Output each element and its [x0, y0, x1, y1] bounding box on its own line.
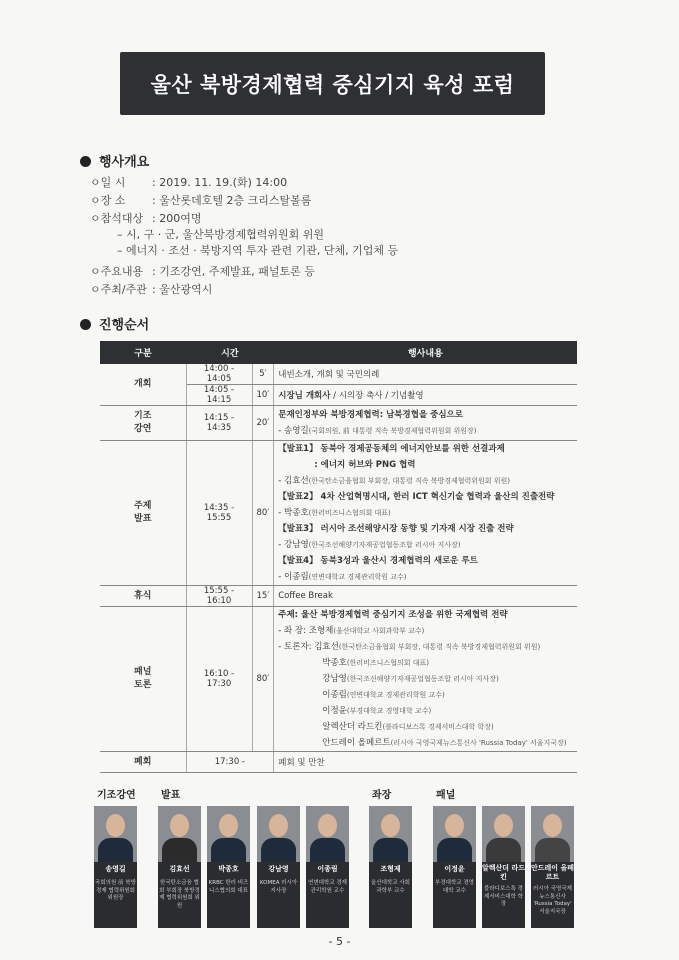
row-label-presentations: 주제 발표: [100, 441, 186, 586]
table-row: 폐회 17:30 - 폐회 및 만찬: [100, 752, 577, 773]
panel-group-label: 패널: [436, 790, 456, 801]
overview-date: ㅇ일 시 : 2019. 11. 19.(화) 14:00: [90, 176, 288, 189]
keynote-group-label: 기조강연: [97, 790, 136, 801]
chair-group-label: 좌장: [372, 790, 392, 801]
header-content: 행사내용: [274, 341, 577, 364]
table-row: 주제 발표 14:35 - 15:55 80′ 【발표1】 동북아 경제공동체의 에너지안보를 위한 선결과제 : 에너지 허브와 PNG 협력 - 김효선(한국탄소금융협회 부회장, 대통령 직속 북방경제협력위원회 위원) 【발표2】 4차 산업혁명시대, 한러 ICT 혁신기술 협력과 울산의 진출전략 - 박종호(한러비즈니스협의회 대표) 【발표3】 러시아 조선해양시장 동향 및 기자재 시장 진출 전략 - 강남영(한국조선해양기자재공업협동조합 러시아 지사장) 【발표4】 동북3성과 울산시 경제협력의 새로운 루트 - 이종림(연변대학교 경제관리학원 교수): [100, 441, 577, 586]
bullet-icon: [80, 319, 91, 330]
header-time: 시간: [186, 341, 274, 364]
header-category: 구분: [100, 341, 186, 364]
page-title: 울산 북방경제협력 중심기지 육성 포럼: [150, 73, 515, 97]
schedule-heading: 진행순서: [80, 314, 149, 333]
speaker-card: 이종림 연변대학교 경제관리학원 교수: [306, 806, 349, 928]
speaker-photo: [306, 806, 349, 862]
speaker-photo: [369, 806, 412, 862]
overview-place: ㅇ장 소 : 울산롯데호텔 2층 크리스탈볼룸: [90, 194, 312, 207]
table-row: 기조 강연 14:15 - 14:35 20′ 문재인정부와 북방경제협력: 남북경협을 중심으로 - 송영길(국회의원, 前 대통령 직속 북방경제협력위원회 위원장): [100, 406, 577, 441]
speaker-photo: [257, 806, 300, 862]
speaker-photo: [94, 806, 137, 862]
overview-content: ㅇ주요내용 : 기조강연, 주제발표, 패널토론 등: [90, 265, 315, 278]
overview-attendees-sub2: – 에너지 · 조선 · 북방지역 투자 관련 기관, 단체, 기업체 등: [117, 244, 399, 257]
row-label-keynote: 기조 강연: [100, 406, 186, 441]
speaker-photo: [482, 806, 525, 862]
speaker-card: 강남영 KOMEA 러시아 지사장: [257, 806, 300, 928]
speaker-card: 박종호 KRBC 한러 비즈니스협의회 대표: [207, 806, 250, 928]
speaker-photo: [433, 806, 476, 862]
overview-host: ㅇ주최/주관 : 울산광역시: [90, 283, 213, 296]
row-label-opening: 개회: [100, 364, 186, 406]
speaker-card: 알렉산더 라드킨 블라디보스톡 경제서비스대학 학장: [482, 806, 525, 928]
speaker-card: 김효선 한국탄소금융 협회 부회장 북방경제 협력위원회 위원: [158, 806, 201, 928]
speaker-card: 안드레이 올페르트 러시아 국영국제 뉴스통신사 'Russia Today' 서울지국장: [531, 806, 574, 928]
table-row: 개회 14:00 - 14:05 5′ 내빈소개, 개회 및 국민의례: [100, 364, 577, 385]
row-label-break: 휴식: [100, 586, 186, 607]
title-banner: [120, 52, 545, 115]
bullet-icon: [80, 156, 91, 167]
row-label-closing: 폐회: [100, 752, 186, 773]
schedule-table: [100, 341, 577, 773]
table-row: 14:05 - 14:15 10′ 시장님 개회사 / 시의장 축사 / 기념촬영: [100, 385, 577, 406]
overview-attendees-sub1: – 시, 구 · 군, 울산북방경제협력위원회 위원: [117, 228, 324, 241]
speaker-card: 조형제 울산대학교 사회과학부 교수: [369, 806, 412, 928]
speaker-photo: [158, 806, 201, 862]
row-label-panel: 패널 토론: [100, 607, 186, 752]
overview-attendees: ㅇ참석대상 : 200여명: [90, 212, 202, 225]
speaker-photo: [531, 806, 574, 862]
speaker-card: 송영길 국회의원 前 북방경제 협력위원회 위원장: [94, 806, 137, 928]
overview-heading: 행사개요: [80, 151, 149, 170]
page-number: - 5 -: [328, 935, 351, 948]
table-row: 패널 토론 16:10 - 17:30 80′ 주제: 울산 북방경제협력 중심기지 조성을 위한 국제협력 전략 - 좌 장: 조형제(울산대학교 사회과학부 교수) - 토론자: 김효선(한국탄소금융협회 부회장, 대통령 직속 북방경제협력위원회 위원) 박종호(한러비즈니스협의회 대표) 강남영(한국조선해양기자재공업협동조합 러시아 지사장) 이종림(연변대학교 경제관리학원 교수) 이정윤(부경대학교 경영대학 교수) 알렉산더 라드킨(블라디보스톡 경제서비스대학 학장) 안드레이 올페르트(러시아 국영국제뉴스통신사 'Russia Today' 서울지국장): [100, 607, 577, 752]
speaker-photo: [207, 806, 250, 862]
speaker-card: 이정윤 부경대학교 경영대학 교수: [433, 806, 476, 928]
presenters-group-label: 발표: [161, 790, 181, 801]
table-row: 휴식 15:55 - 16:10 15′ Coffee Break: [100, 586, 577, 607]
